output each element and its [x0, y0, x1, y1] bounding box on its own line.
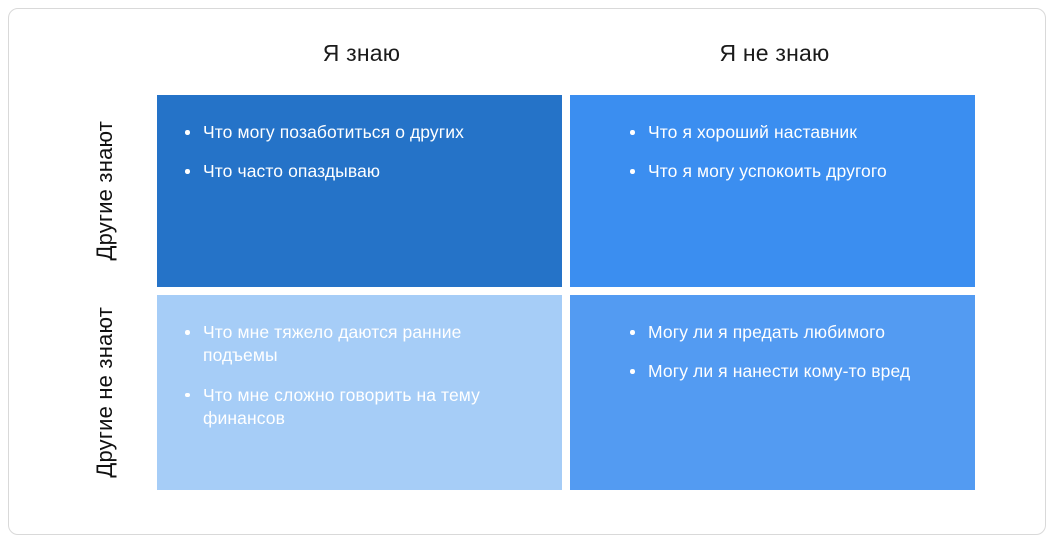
list-item	[183, 384, 540, 431]
list-item-label: Что часто опаздываю	[203, 161, 381, 182]
list-item-label: Что могу позаботиться о других	[203, 122, 464, 142]
quadrant-open-area	[157, 95, 562, 287]
list-item-label: Могу ли я нанести кому-то вред	[648, 361, 911, 382]
list-item-label: Могу ли я предать любимого	[648, 322, 886, 342]
quadrant-blind-area-list	[628, 121, 953, 184]
bullet-icon	[185, 393, 190, 398]
row-header-others-dont-know-label: Другие не знают	[91, 307, 117, 478]
bullet-icon	[185, 169, 190, 174]
bullet-icon	[185, 330, 190, 335]
list-item	[183, 160, 540, 183]
list-item	[183, 321, 540, 368]
column-headers	[157, 40, 975, 95]
bullet-icon	[185, 130, 190, 135]
bullet-icon	[630, 369, 635, 374]
column-header-i-know: Я знаю	[322, 40, 401, 66]
list-item	[628, 160, 953, 183]
column-header-i-dont-know: Я не знаю	[719, 40, 830, 66]
bullet-icon	[630, 130, 635, 135]
matrix	[52, 40, 992, 500]
row-headers	[52, 95, 157, 490]
quadrant-hidden-area	[157, 295, 562, 490]
list-item	[628, 360, 953, 383]
row-header-others-know-label: Другие знают	[91, 121, 117, 261]
quadrant-blind-area	[570, 95, 975, 287]
row-header-others-dont-know	[52, 295, 157, 490]
row-header-others-know	[52, 95, 157, 287]
list-item-label: Что мне тяжело даются ранние подъемы	[203, 322, 462, 366]
list-item	[628, 121, 953, 144]
bullet-icon	[630, 169, 635, 174]
quadrant-unknown-area-list	[628, 321, 953, 384]
list-item-label: Что я хороший наставник	[648, 122, 858, 142]
list-item-label: Что мне сложно говорить на тему финансов	[203, 384, 480, 428]
list-item	[183, 121, 540, 144]
quadrant-unknown-area	[570, 295, 975, 490]
quadrant-open-area-list	[183, 121, 540, 184]
quadrant-hidden-area-list	[183, 321, 540, 430]
list-item-label: Что я могу успокоить другого	[648, 161, 887, 182]
quadrant-grid	[157, 95, 975, 490]
bullet-icon	[630, 330, 635, 335]
list-item	[628, 321, 953, 344]
